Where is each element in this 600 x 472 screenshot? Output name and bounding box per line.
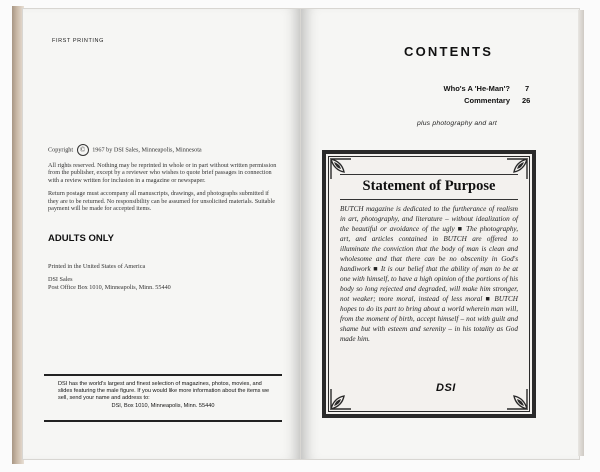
toc-entry-title: Commentary — [464, 96, 510, 105]
address-line-1: DSI Sales — [48, 276, 73, 284]
toc-entry-page: 7 — [525, 84, 530, 93]
copyright-line — [48, 144, 280, 156]
copyright-year-publisher: 1967 by DSI Sales, Minneapolis, Minnesota — [92, 146, 202, 154]
advertisement-text: DSI has the world's largest and finest selection of magazines, photos, movies, and slides featuring the male figure. If you would like more information about the items we sell, send your name and address to: — [58, 381, 270, 401]
heading-rule-bottom — [340, 199, 518, 200]
adults-only-label: ADULTS ONLY — [48, 233, 114, 244]
rights-reserved-text: All rights reserved. Nothing may be reprinted in whole or in part without written permission from the publisher, except by a reviewer who wishes to quote brief passages in connection with a review written for inclusion in a magazine or newspaper. — [48, 162, 277, 184]
statement-of-purpose-box — [322, 150, 536, 418]
publisher-address — [48, 276, 278, 291]
statement-text: BUTCH magazine is dedicated to the furtherance of realism in art, photography, and literature – without idealization of the beautiful or avoidance of the ugly ■ The photography, art, and articles contained in BUTCH are offered to illuminate the conviction that the body of man is clean and wholesome and that there can be no obscenity in God's handiwork ■ It is our belief that the ability of man to be at one with himself, to have a high opinion of the portions of his body so long rejected and degraded, will make him stronger, not weaker; more moral, instead of less moral ■ BUTCH hopes to do its part to bring about a world wherein man will, from the moment of birth, accept himself – not with guilt and shame but with esteem and serenity – in his totality as God made him. — [340, 205, 518, 343]
corner-ornament-icon — [506, 158, 528, 180]
address-line-2: Post Office Box 1010, Minneapolis, Minn. 55440 — [48, 283, 171, 291]
return-postage-text: Return postage must accompany all manuscripts, drawings, and photographs submitted if they are to be returned. No responsibility can be assumed for unsolicited materials. Suitable payment will be made for accepted items. — [48, 190, 275, 213]
page-edge — [578, 10, 584, 456]
toc-entry-title: Who's A 'He-Man'? — [443, 84, 510, 93]
dsi-logo: DSI — [436, 382, 456, 394]
copyright-block — [48, 144, 280, 218]
advertisement-box — [44, 374, 282, 422]
statement-heading: Statement of Purpose — [362, 178, 496, 194]
toc-entry — [420, 96, 540, 106]
heading-rule-top — [340, 174, 518, 175]
plus-photography-text: plus photography and art — [417, 120, 497, 127]
corner-ornament-icon — [330, 388, 352, 410]
corner-ornament-icon — [506, 388, 528, 410]
toc-entry — [420, 84, 540, 94]
statement-body — [340, 204, 518, 344]
toc-entry-page: 26 — [522, 96, 531, 105]
first-printing-label: FIRST PRINTING — [52, 38, 104, 44]
printing-info — [48, 263, 278, 297]
copyright-symbol: © — [77, 144, 89, 156]
copyright-prefix: Copyright — [48, 146, 74, 154]
printed-in-text: Printed in the United States of America — [48, 263, 146, 270]
corner-ornament-icon — [330, 158, 352, 180]
contents-title: CONTENTS — [404, 44, 494, 59]
advertisement-address: DSI, Box 1010, Minneapolis, Minn. 55440 — [111, 403, 215, 409]
